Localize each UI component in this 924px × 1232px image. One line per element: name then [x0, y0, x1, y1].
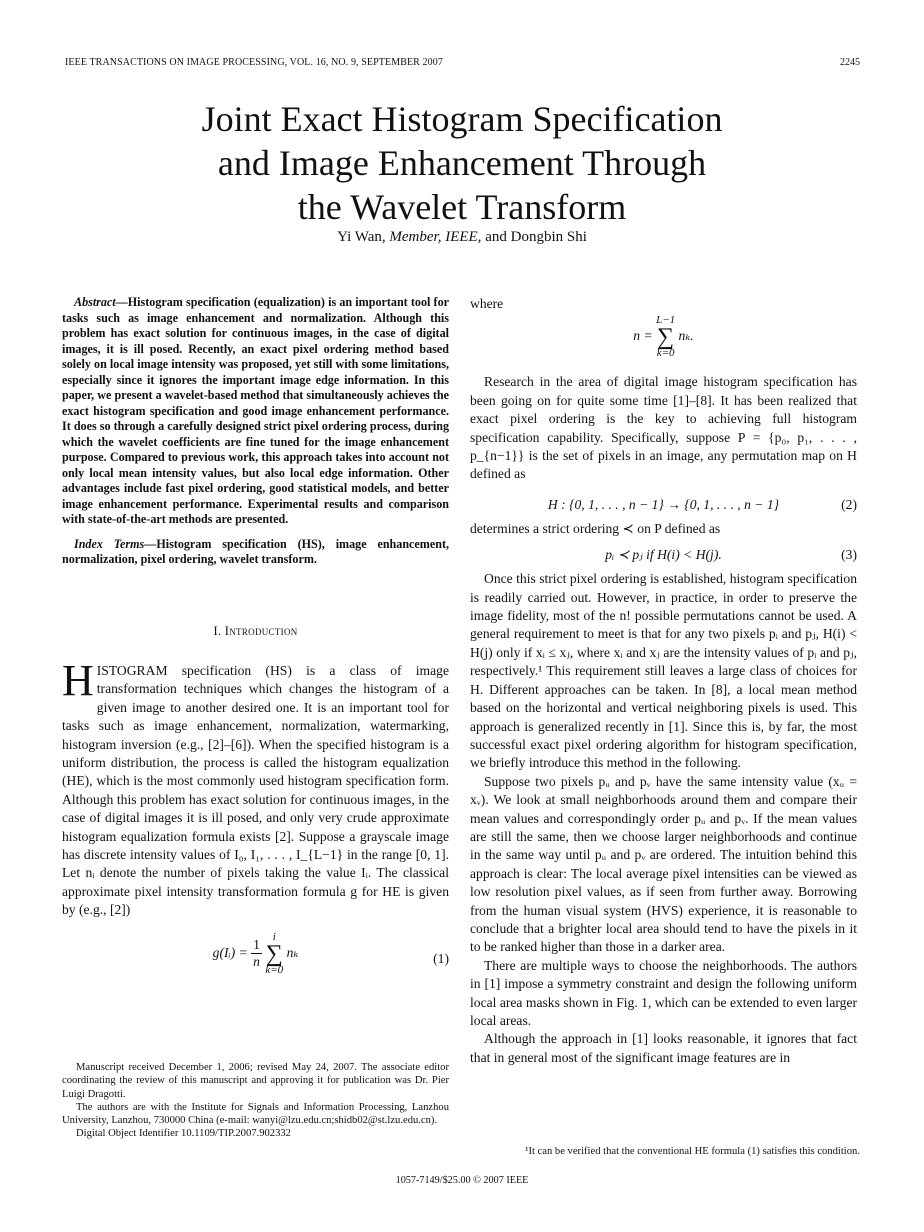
paragraph-neighborhoods: There are multiple ways to choose the neighborhoods. The authors in [1] impose a symmetry constraint and design the following uniform local area masks shown in Fig. 1, which can be extended to even larger local areas.: [470, 957, 857, 1028]
section-number: I.: [213, 623, 222, 638]
equation-3: [470, 542, 857, 570]
paper-title: [0, 97, 924, 229]
sigma-symbol: ∑: [265, 940, 283, 967]
eq1-summation: [265, 932, 283, 976]
paragraph-research: Research in the area of digital image histogram specification has been going on for quite some time [1]–[8]. It has been realized that exact pixel ordering is the key to achieving full histogram specification capability. Specifically, suppose P = {p₀, p₁, . . . , p_{n−1}} is the set of pixels in an image, any permutation map on H defined as: [470, 374, 857, 482]
copyright-line: 1057-7149/$25.00 © 2007 IEEE: [395, 1175, 529, 1186]
equation-2: [470, 490, 857, 520]
author-list: [0, 229, 924, 246]
left-column: [62, 295, 449, 988]
abstract: [62, 295, 449, 528]
eq1-fraction: [251, 937, 262, 970]
paragraph-pixel-ordering: Once this strict pixel ordering is established, histogram specification is readily carried out. However, in practice, in order to preserve the image fidelity, most of the n! possible permutations cannot be used. A general requirement to meet is that for any two pixels pᵢ and pⱼ, H(i) < H(j) only if xᵢ ≤ xⱼ, where xᵢ and xⱼ are the intensity values of pᵢ and pⱼ, respectively.¹ This requirement still leaves a large class of choices for H. Different approaches can be taken. In [8], a local mean method based on the horizontal and vertical neighboring pixels is used. This approach is generalized recently in [1]. Since this is, by far, the most successful exact pixel ordering algorithm for histogram specification, we briefly introduce this method in the following.: [470, 571, 857, 771]
eq1-denominator: n: [253, 954, 260, 970]
title-line-3: the Wavelet Transform: [297, 187, 627, 227]
footnote-manuscript: Manuscript received December 1, 2006; revised May 24, 2007. The associate editor coordinating the review of this manuscript and approving it for publication was Dr. Pier Luigi Dragotti.: [62, 1062, 449, 1100]
paragraph-ordering: determines a strict ordering ≺ on P defined as: [470, 520, 721, 536]
eqn-lhs: n =: [633, 328, 653, 344]
author-second: Dongbin Shi: [510, 229, 587, 245]
author-first: Yi Wan,: [337, 229, 386, 245]
author-separator: and: [481, 229, 511, 245]
abstract-label: Abstract: [74, 295, 116, 309]
author-first-role: Member, IEEE,: [385, 229, 482, 245]
section-heading: [62, 622, 449, 640]
eq3-body: pᵢ ≺ pⱼ if H(i) < H(j).: [605, 547, 722, 563]
abstract-text: —Histogram specification (equalization) is an important tool for tasks such as image enhancement and normalization. Although this problem has exact solution for continuous images, in the case of digital images, it is ill posed. Recently, an exact pixel ordering method based solely on local image intensity was proposed, yet still with some limitations, especially since it ignores the important image edge information. In this paper, we present a wavelet-based method that simultaneously achieves the exact histogram specification and good image enhancement performance. It does so through a carefully designed strict pixel ordering process, during which the wavelet coefficients are fine tuned for the image enhancement purpose. Compared to previous work, this approach takes into account not only local mean intensity values, but also local edge information. Other advantages include fast pixel ordering, good statistical models, and better image enhancement performance. Experimental results and comparison with state-of-the-art methods are presented.: [62, 295, 449, 526]
footnote-1: [470, 1145, 860, 1158]
eqn-sum-lower: k=0: [656, 347, 675, 360]
eq1-label: (1): [433, 950, 449, 966]
index-terms: [62, 537, 449, 568]
section-title: Introduction: [224, 623, 298, 638]
eq3-label: (3): [841, 547, 857, 563]
eq1-sum-lower: k=0: [265, 963, 284, 976]
page-number: 2245: [840, 57, 860, 68]
where-text: where: [470, 296, 504, 311]
eq2-body: H : {0, 1, . . . , n − 1} → {0, 1, . . . , n − 1}: [547, 496, 780, 512]
index-terms-text: —Histogram specification (HS), image enhancement, normalization, pixel ordering, wavelet transform.: [62, 536, 449, 566]
eq1-numerator: 1: [253, 937, 260, 953]
index-terms-label: Index Terms: [74, 536, 145, 551]
left-footnotes: [62, 1061, 449, 1141]
title-line-2: and Image Enhancement Through: [217, 143, 707, 183]
running-head: IEEE TRANSACTIONS ON IMAGE PROCESSING, VOL. 16, NO. 9, SEPTEMBER 2007: [65, 57, 443, 68]
equation-1: [62, 932, 449, 988]
paragraph-suppose: Suppose two pixels pᵤ and pᵥ have the same intensity value (xᵤ = xᵥ). We look at small neighborhoods around them and compare their mean values and correspondingly order pᵤ and pᵥ. If the mean values are still the same, then we choose larger neighborhoods and continue in the same way until pᵤ and pᵥ are ordered. The intuition behind this approach is clear: The local average pixel intensities can be viewed as low resolution pixel values, as if seen from further away. Borrowing from the human visual system (HVS) experience, it is reasonable to conclude that a brighter local area should tend to have the pixels in it to be ranked higher than those in a darker area.: [470, 773, 857, 955]
paragraph-although: Although the approach in [1] looks reasonable, it ignores that fact that in general most of the significant image features are in: [470, 1031, 857, 1065]
footnote-affiliation: The authors are with the Institute for Signals and Information Processing, Lanzhou University, Lanzhou, 730000 China (e-mail: wanyi@lzu.edu.cn;shidb02@st.lzu.edu.cn).: [62, 1101, 449, 1127]
eqn-summation: [656, 315, 675, 359]
footnote-doi: Digital Object Identifier 10.1109/TIP.2007.902332: [76, 1128, 291, 1140]
eq1-term: nₖ: [286, 944, 299, 960]
eq1-lhs: g(Iᵢ) =: [212, 944, 248, 960]
title-line-1: Joint Exact Histogram Specification: [201, 99, 723, 139]
eqn-term: nₖ.: [678, 328, 694, 344]
equation-n: [470, 315, 857, 373]
drop-cap: H: [62, 655, 94, 705]
footnote-1-text: ¹It can be verified that the conventional HE formula (1) satisfies this condition.: [525, 1146, 860, 1157]
right-column: [470, 295, 857, 1067]
eq2-label: (2): [841, 496, 857, 512]
eqn-sum-upper: L−1: [656, 314, 676, 327]
intro-text: ISTOGRAM specification (HS) is a class of image transformation techniques which changes the histogram of a given image to another desired one. It is an important tool for tasks such as image enhancement, normalization, watermarking, histogram inversion (e.g., [2]–[6]). When the specified histogram is a uniform distribution, the process is called the histogram equalization (HE), which is the most commonly used histogram specification form. Although this problem has exact solution for continuous images, in the case of digital images it is ill posed, and only very crude approximate histogram equalization formula exists [2]. Suppose a grayscale image has discrete intensity values of I₀, I₁, . . . , I_{L−1} in the range [0, 1]. Let nᵢ denote the number of pixels taking the value Iᵢ. The classical approximate pixel intensity transformation formula g for HE is given by (e.g., [2]): [62, 662, 449, 918]
sigma-symbol: ∑: [657, 324, 675, 351]
eq1-sum-upper: i: [272, 930, 276, 943]
intro-paragraph: [62, 655, 449, 920]
